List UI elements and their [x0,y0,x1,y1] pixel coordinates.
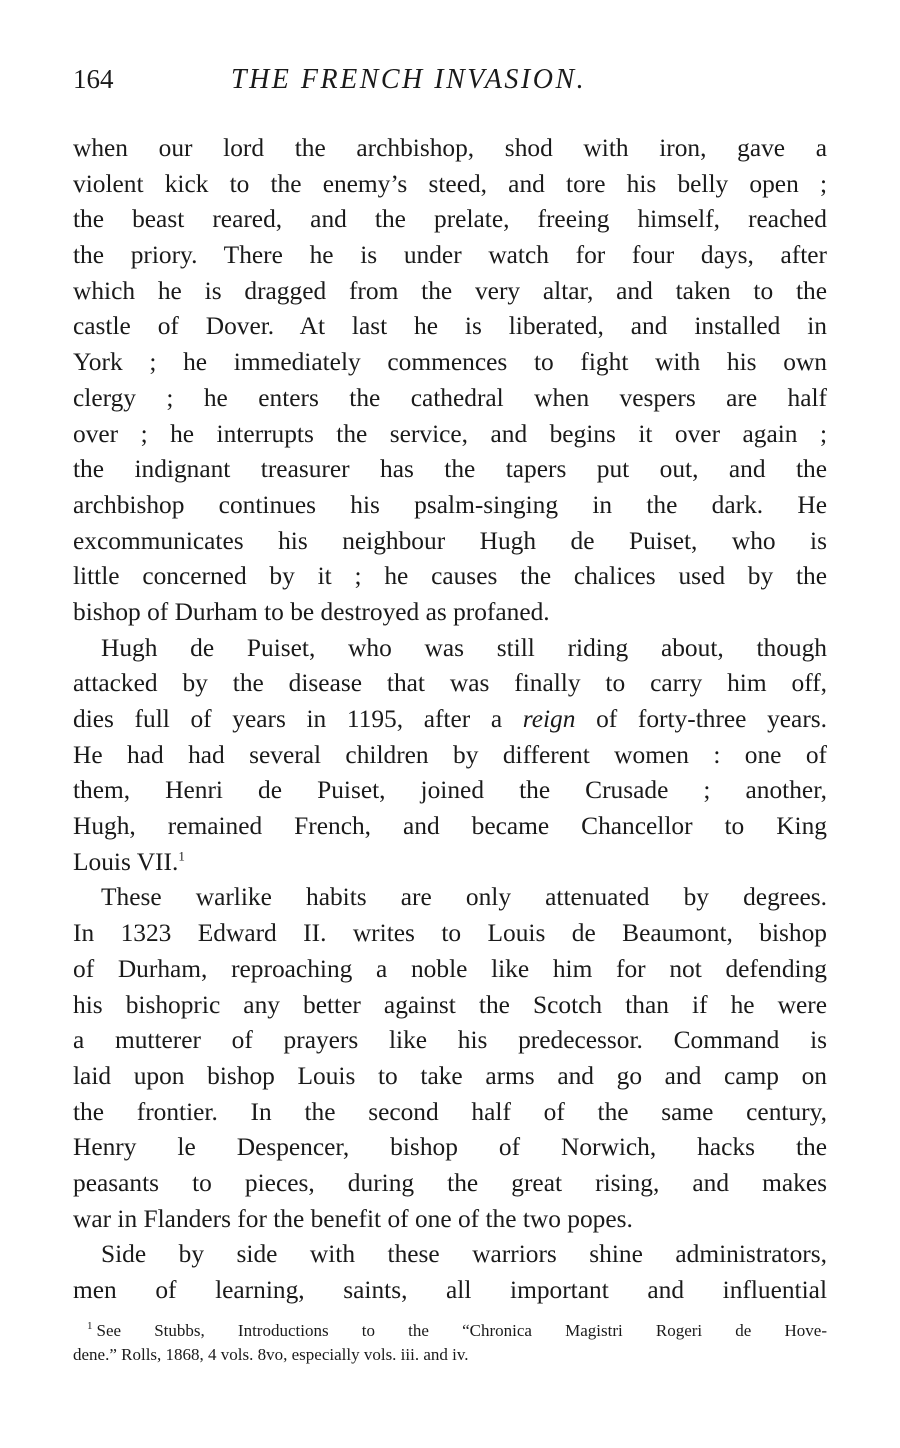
text-line: excommunicates his neighbour Hugh de Puiset, who is [73,526,827,555]
text-line: clergy ; he enters the cathedral when vespers are half [73,383,827,412]
text-line: dies full of years in 1195, after a reign of forty-three years. [73,705,828,733]
paragraph [73,1237,827,1308]
text-line: Louis VII.$^1$ [73,847,185,876]
book-page [73,64,827,1367]
text-line: attacked by the disease that was finally to carry him off, [73,669,827,698]
text-line: the priory. There he is under watch for four days, after [73,241,827,270]
text-line: which he is dragged from the very altar, and taken to the [73,276,827,305]
text-line: Side by side with these warriors shine administrators, [101,1240,827,1269]
text-line: York ; he immediately commences to fight with his own [73,348,827,377]
text-line: war in Flanders for the benefit of one of the two popes. [73,1204,633,1233]
paragraph [73,880,827,1237]
text-line: the indignant treasurer has the tapers put out, and the [73,455,827,484]
text-line: He had had several children by different women : one of [73,740,827,769]
footnote-line: $^1$ See Stubbs, Introductions to the “Chronica Magistri Rogeri de Hove- [87,1320,827,1340]
text-line: when our lord the archbishop, shod with iron, gave a [73,134,827,162]
text-line: peasants to pieces, during the great rising, and makes [73,1168,827,1197]
footnote-reference[interactable]: 1 [178,848,185,864]
text-line: Hugh de Puiset, who was still riding about, though [101,633,827,662]
text-line: his bishopric any better against the Scotch than if he were [73,990,827,1019]
text-line: In 1323 Edward II. writes to Louis de Beaumont, bishop [73,919,827,948]
text-line: little concerned by it ; he causes the chalices used by the [73,562,827,591]
running-head [73,64,827,104]
text-line: bishop of Durham to be destroyed as profaned. [73,597,550,626]
body-text [73,131,827,1309]
italic-word: reign [522,705,576,733]
text-line: Henry le Despencer, bishop of Norwich, hacks the [73,1133,827,1162]
text-line: the beast reared, and the prelate, freeing himself, reached [73,205,827,234]
footnote [73,1319,827,1367]
text-line: archbishop continues his psalm-singing in the dark. He [73,490,827,519]
paragraph [73,631,827,881]
text-line: Hugh, remained French, and became Chancellor to King [73,812,827,841]
text-line: the frontier. In the second half of the same century, [73,1097,827,1126]
text-line: laid upon bishop Louis to take arms and go and camp on [73,1061,827,1090]
paragraph [73,131,827,631]
text-line: men of learning, saints, all important and influential [73,1276,827,1304]
footnote-line: dene.” Rolls, 1868, 4 vols. 8vo, especially vols. iii. and iv. [73,1344,469,1364]
text-line: These warlike habits are only attenuated by degrees. [101,883,827,912]
text-line: of Durham, reproaching a noble like him for not defending [73,954,827,983]
page-number: 164 [73,64,114,94]
text-line: violent kick to the enemy’s steed, and tore his belly open ; [73,169,827,198]
text-line: them, Henri de Puiset, joined the Crusade ; another, [73,776,827,805]
footnote-marker: 1 [87,1320,93,1333]
running-title: THE FRENCH INVASION. [231,64,587,95]
text-line: a mutterer of prayers like his predecessor. Command is [73,1026,827,1055]
text-line: castle of Dover. At last he is liberated, and installed in [73,312,827,341]
text-line: over ; he interrupts the service, and begins it over again ; [73,419,827,448]
